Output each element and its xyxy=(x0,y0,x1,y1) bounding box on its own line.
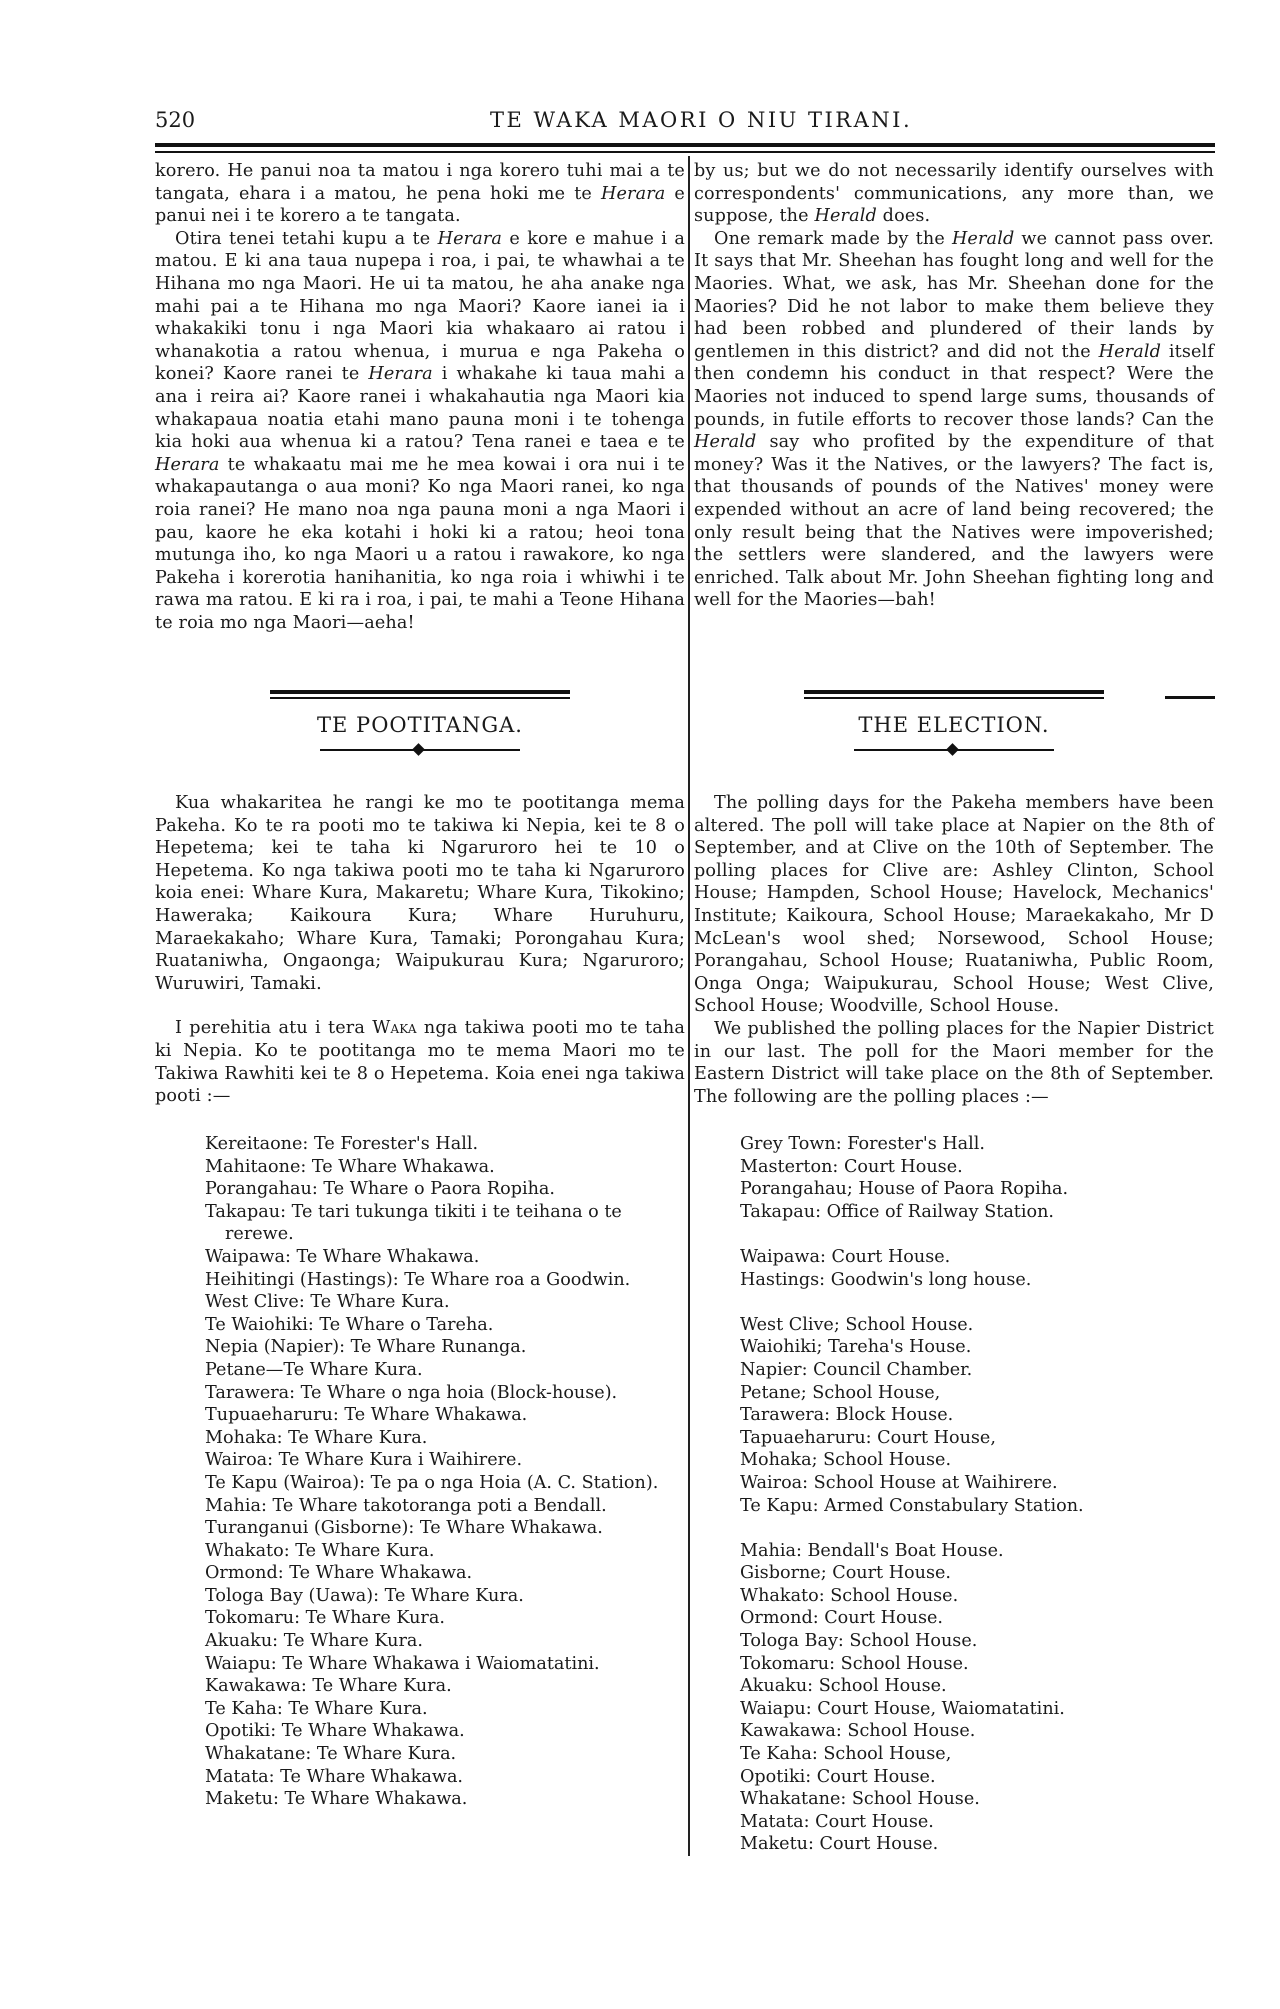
polling-place-item: Mahia: Bendall's Boat House. xyxy=(740,1540,1004,1561)
polling-place-item: Masterton: Court House. xyxy=(740,1156,963,1177)
polling-place-item: Takapau: Office of Railway Station. xyxy=(740,1201,1055,1222)
polling-place-item: Waiapu: Te Whare Whakawa i Waiomatatini. xyxy=(205,1653,600,1674)
polling-place-item: Tokomaru: School House. xyxy=(740,1653,969,1674)
text-run: itself then condemn his conduct in that respect? Were the Maories not induced to spend large sums, thousands of pounds, in futile efforts to recover those lands? Can the xyxy=(694,341,1214,430)
article-title: THE ELECTION. xyxy=(858,712,1050,737)
polling-place-item: Tologa Bay (Uawa): Te Whare Kura. xyxy=(205,1585,524,1606)
polling-place-item: Maketu: Court House. xyxy=(740,1834,939,1855)
polling-place-item: Grey Town: Forester's Hall. xyxy=(740,1134,985,1154)
polling-place-item: Matata: Te Whare Whakawa. xyxy=(205,1766,464,1787)
polling-place-item: Te Kaha: School House, xyxy=(740,1744,952,1765)
paragraph xyxy=(694,1018,1214,1108)
polling-place-item: Wairoa: School House at Waihirere. xyxy=(740,1472,1058,1493)
italic-text: Herara xyxy=(368,364,433,385)
text-run: we cannot pass over. It says that Mr. Sheehan has fought long and well for the Maories. What, we ask, has Mr. Sheehan done for the Maories? Did he not labor to make them believe they had been robbed and plundered of their lands by gentlemen in this district? and did not the xyxy=(694,228,1215,362)
right-article-heading xyxy=(689,690,1219,755)
paragraph xyxy=(694,792,1214,1018)
text-run: e kore e mahue i a matou. E ki ana taua nupepa i roa, i pai, te whawhai a te Hihana mo nga Maori. He ui ta matou, he aha anake nga mahi pai a te Hihana mo nga Maori? Kaore ianei ia i whakakiki tonu i nga Maori kia whakaaro ai ratou i whanakotia a ratou whenua, i murua e nga Pakeha o konei? Kaore ranei te xyxy=(155,228,685,385)
polling-place-item: Kawakawa: Te Whare Kura. xyxy=(205,1676,452,1697)
right-polling-places-list xyxy=(740,1133,1210,1856)
text-run: te whakaatu mai me he mea kowai i ora nui i te whakapautanga o aua moni? Ko nga Maori ranei, ko nga roia ranei? He mano noa nga pauna moni a nga Maori i pau, kaore he eka kotahi i hoki ki a ratou; heoi tona mutunga iho, ko nga Maori u a ratou i rawakore, ko nga Pakeha i korerotia hanihanitia, ko nga roia i whiwhi i te rawa ma ratou. E ki ra i roa, i pai, te mahi a Teone Hihana te roia mo nga Maori—aeha! xyxy=(155,454,685,633)
paragraph xyxy=(694,228,1214,612)
left-polling-places-list xyxy=(205,1133,685,1811)
polling-place-item: Whakato: Te Whare Kura. xyxy=(205,1540,435,1561)
text-run: I perehitia atu i tera xyxy=(175,1018,373,1039)
polling-place-item: Te Kaha: Te Whare Kura. xyxy=(205,1698,428,1719)
polling-place-item: Mahitaone: Te Whare Whakawa. xyxy=(205,1156,495,1177)
polling-place-item: Ormond: Court House. xyxy=(740,1608,943,1629)
polling-place-item: Te Kapu (Wairoa): Te pa o nga Hoia (A. C. Station). xyxy=(205,1472,659,1493)
polling-place-item: Whakato: School House. xyxy=(740,1585,959,1606)
left-column-continued-text xyxy=(155,160,685,634)
italic-text: Herald xyxy=(694,432,757,453)
polling-place-item: Tarawera: Block House. xyxy=(740,1405,954,1426)
polling-place-item: Petane—Te Whare Kura. xyxy=(205,1359,423,1380)
polling-place-item: Mohaka: Te Whare Kura. xyxy=(205,1427,428,1448)
text-run: does. xyxy=(876,206,931,227)
polling-place-item: Porangahau; House of Paora Ropiha. xyxy=(740,1179,1069,1200)
left-article-body xyxy=(155,792,685,1108)
diamond-rule-ornament xyxy=(320,745,520,755)
text-run: We published the polling places for the Napier District in our last. The poll for the Maori member for the Eastern District will take place on the 8th of September. The following are the polling places :— xyxy=(694,1018,1214,1107)
polling-place-item: Turanganui (Gisborne): Te Whare Whakawa. xyxy=(205,1518,603,1539)
diamond-rule-ornament xyxy=(854,745,1054,755)
paragraph xyxy=(155,792,685,995)
polling-place-item: Te Waiohiki: Te Whare o Tareha. xyxy=(205,1314,494,1335)
polling-place-item: Hastings: Goodwin's long house. xyxy=(740,1269,1032,1290)
polling-place-item: Opotiki: Te Whare Whakawa. xyxy=(205,1721,465,1742)
polling-place-item: Tupuaeharuru: Te Whare Whakawa. xyxy=(205,1405,528,1426)
polling-place-item: Tarawera: Te Whare o nga hoia (Block-house). xyxy=(205,1382,618,1403)
text-run: e panui nei i te korero a te tangata. xyxy=(155,183,685,227)
header-rule-thin xyxy=(155,151,1215,153)
list-spacer xyxy=(740,1517,1210,1540)
text-run: The polling days for the Pakeha members have been altered. The poll will take place at Napier on the 8th of September, and at Clive on the 10th of September. The polling places for Clive are: Ashley Clinton, School House; Hampden, School House; Havelock, Mechanics' Institute; Kaikoura, School House; Maraekakaho, Mr D McLean's wool shed; Norsewood, School House; Porangahau, School House; Ruataniwha, Public Room, Onga Onga; Waipukurau, School House; West Clive, School House; Woodville, School House. xyxy=(694,793,1214,1017)
polling-place-item: Te Kapu: Armed Constabulary Station. xyxy=(740,1495,1084,1516)
heading-rule xyxy=(804,690,1104,694)
paragraph xyxy=(155,1017,685,1107)
italic-text: Herara xyxy=(155,454,220,475)
polling-place-item: Waipawa: Te Whare Whakawa. xyxy=(205,1246,480,1267)
polling-place-item: Nepia (Napier): Te Whare Runanga. xyxy=(205,1337,527,1358)
polling-place-item: Porangahau: Te Whare o Paora Ropiha. xyxy=(205,1179,556,1200)
text-run: by us; but we do not necessarily identify ourselves with correspondents' communications, any more than, we suppose, the xyxy=(694,161,1214,227)
italic-text: Herald xyxy=(1098,341,1162,362)
polling-place-item: Heihitingi (Hastings): Te Whare roa a Goodwin. xyxy=(205,1269,631,1290)
column-divider xyxy=(688,156,690,1856)
article-title: TE POOTITANGA. xyxy=(317,712,523,737)
polling-place-item: West Clive; School House. xyxy=(740,1314,974,1335)
left-article-heading xyxy=(155,690,685,755)
polling-place-item: Tokomaru: Te Whare Kura. xyxy=(205,1608,445,1629)
polling-place-item: Tologa Bay: School House. xyxy=(740,1631,978,1652)
heading-rule xyxy=(804,697,1104,699)
paragraph xyxy=(155,228,685,635)
polling-place-item: Kawakawa: School House. xyxy=(740,1721,976,1742)
text-run: nga takiwa pooti mo te taha ki Nepia. Ko te pootitanga mo te mema Maori mo te Takiwa Rawhiti kei te 8 o Hepetema. Koia enei nga takiwa pooti :— xyxy=(155,1018,686,1107)
polling-place-item: Gisborne; Court House. xyxy=(740,1563,951,1584)
heading-rule xyxy=(270,690,570,694)
polling-place-item: Akuaku: Te Whare Kura. xyxy=(205,1631,423,1652)
text-run: One remark made by the xyxy=(714,228,952,249)
right-column-continued-text xyxy=(694,160,1214,612)
polling-place-item: Ormond: Te Whare Whakawa. xyxy=(205,1563,473,1584)
page-number: 520 xyxy=(155,108,196,132)
polling-place-item: Mohaka; School House. xyxy=(740,1450,952,1471)
polling-place-item: Opotiki: Court House. xyxy=(740,1766,936,1787)
polling-place-item: Whakatane: School House. xyxy=(740,1789,980,1810)
polling-place-item: West Clive: Te Whare Kura. xyxy=(205,1292,450,1313)
list-spacer xyxy=(740,1223,1210,1246)
text-run: Kua whakaritea he rangi ke mo te pootitanga mema Pakeha. Ko te ra pooti mo te takiwa ki Nepia, kei te 8 o Hepetema; kei te taha ki Ngaruroro hei te 10 o Hepetema. Ko nga takiwa pooti mo te taha ki Ngaruroro koia enei: Whare Kura, Makaretu; Whare Kura, Tikokino; Haweraka; Kaikoura Kura; Whare Huruhuru, Maraekakaho; Whare Kura, Tamaki; Porongahau Kura; Ruataniwha, Ongaonga; Waipukurau Kura; Ngaruroro; Wuruwiri, Tamaki. xyxy=(155,793,685,994)
text-run: Otira tenei tetahi kupu a te xyxy=(175,228,438,249)
running-title: TE WAKA MAORI O NIU TIRANI. xyxy=(490,108,913,132)
polling-place-item: Waiapu: Court House, Waiomatatini. xyxy=(740,1698,1065,1719)
italic-text: Herara xyxy=(437,228,503,249)
polling-place-item: Akuaku: School House. xyxy=(740,1676,947,1697)
italic-text: Herald xyxy=(951,228,1015,249)
italic-text: Herara xyxy=(600,183,666,204)
text-run: korero. He panui noa ta matou i nga korero tuhi mai a te tangata, ehara i a matou, he pena hoki me te xyxy=(155,161,685,204)
polling-place-item: Whakatane: Te Whare Kura. xyxy=(205,1744,457,1765)
polling-place-item: Wairoa: Te Whare Kura i Waihirere. xyxy=(205,1450,523,1471)
italic-text: Herald xyxy=(814,206,877,227)
paragraph xyxy=(155,160,685,228)
text-run: i whakahe ki taua mahi a ana i reira ai? Kaore ranei i whakahautia nga Maori kia whakapaua noatia etahi mano pauna moni i te tohenga kia hoki aua whenua ki a ratou? Tena ranei e taea e te xyxy=(155,364,685,453)
polling-place-item: Mahia: Te Whare takotoranga poti a Bendall. xyxy=(205,1495,607,1516)
polling-place-item: Matata: Court House. xyxy=(740,1811,934,1832)
header-rule-thick xyxy=(155,143,1215,147)
list-spacer xyxy=(740,1291,1210,1314)
polling-place-item: Waiohiki; Tareha's House. xyxy=(740,1337,972,1358)
polling-place-item: Napier: Council Chamber. xyxy=(740,1359,973,1380)
paragraph xyxy=(694,160,1214,228)
polling-place-item: Petane; School House, xyxy=(740,1382,941,1403)
text-run: say who profited by the expenditure of that money? Was it the Natives, or the lawyers? The fact is, that thousands of pounds of the Natives' money were expended without an acre of land being recovered; the only result being that the Natives were impoverished; the settlers were slandered, and the lawyers were enriched. Talk about Mr. John Sheehan fighting long and well for the Maories—bah! xyxy=(694,432,1214,611)
polling-place-item: Maketu: Te Whare Whakawa. xyxy=(205,1789,468,1810)
polling-place-item: Kereitaone: Te Forester's Hall. xyxy=(205,1134,479,1154)
polling-place-item: Tapuaeharuru: Court House, xyxy=(740,1427,996,1448)
heading-rule xyxy=(270,697,570,699)
polling-place-item: Waipawa: Court House. xyxy=(740,1246,951,1267)
right-article-body xyxy=(694,792,1214,1108)
polling-place-item: Takapau: Te tari tukunga tikiti i te teihana o te rerewe. xyxy=(205,1201,622,1245)
small-caps-text: Waka xyxy=(372,1018,417,1039)
